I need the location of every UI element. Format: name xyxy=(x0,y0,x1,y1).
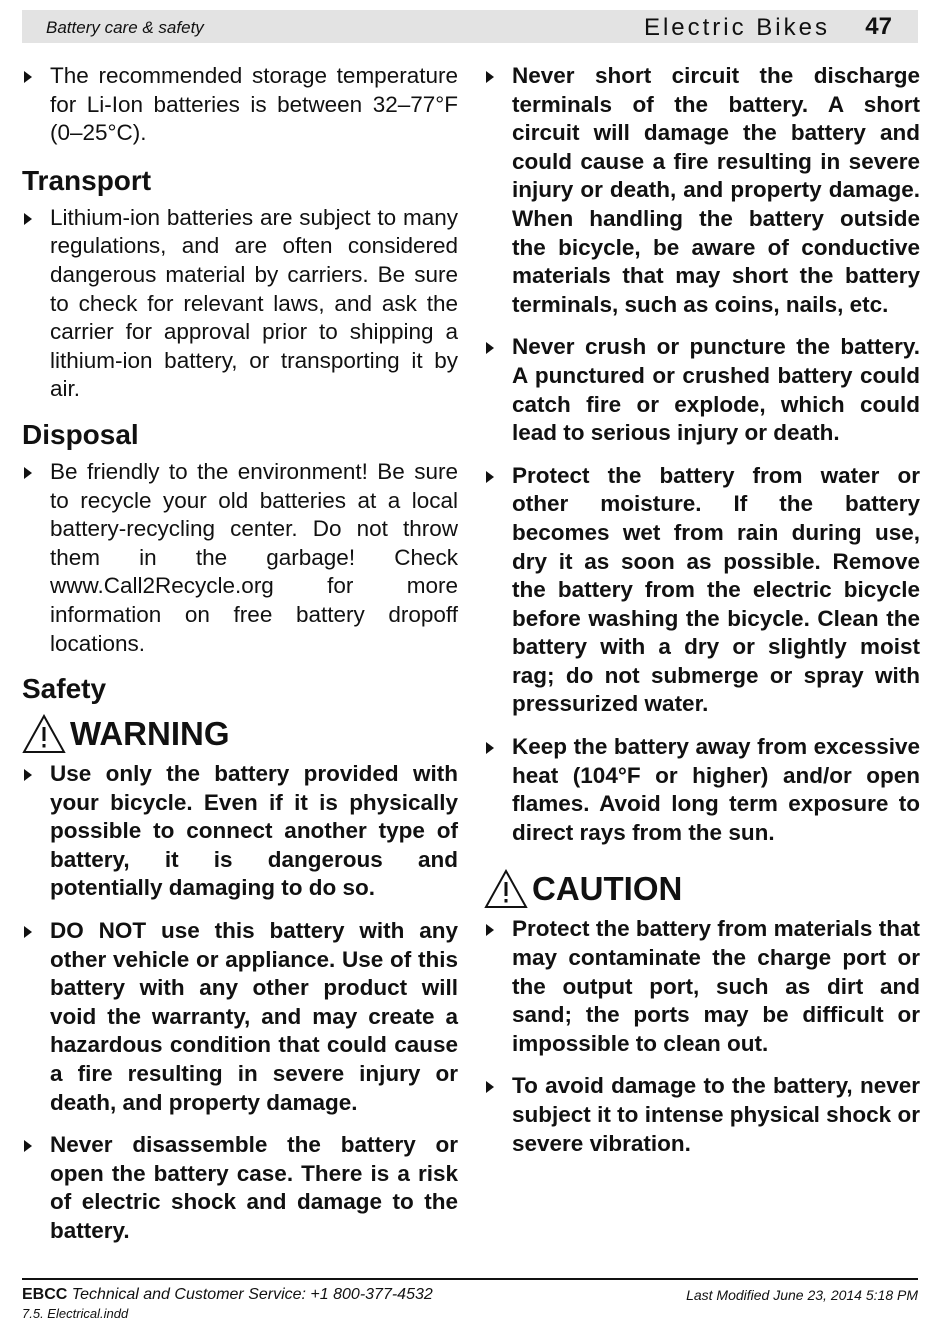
caution-header xyxy=(484,869,920,909)
triangle-right-icon xyxy=(486,742,494,754)
caution-text: To avoid damage to the battery, never subject it to intense physical shock or severe vibration. xyxy=(512,1073,920,1156)
page-header xyxy=(22,10,918,43)
footer-contact xyxy=(22,1286,433,1304)
triangle-right-icon xyxy=(486,924,494,936)
warning-triangle-icon xyxy=(22,714,66,754)
triangle-right-icon xyxy=(486,1081,494,1093)
transport-text: Lithium-ion batteries are subject to many regulations, and are often considered dangerous material by carriers. Be sure to check for relevant laws, and ask the carrier for approval prior to shipping a lithium-ion battery, or transporting it by air. xyxy=(50,204,458,402)
triangle-right-icon xyxy=(24,467,32,479)
left-column xyxy=(22,62,458,1246)
footer-contact-text: Technical and Customer Service: +1 800-377-4532 xyxy=(71,1286,433,1303)
triangle-right-icon xyxy=(24,71,32,83)
warning-bullet-item xyxy=(22,760,458,903)
warning-triangle-icon xyxy=(484,869,528,909)
warning-text: Never short circuit the discharge terminals of the battery. A short circuit will damage the battery and could cause a fire resulting in severe injury or death, and property damage. When handling the battery outside the bicycle, be aware of conductive materials that may short the battery terminals, such as coins, nails, etc. xyxy=(512,63,920,317)
triangle-right-icon xyxy=(24,926,32,938)
right-column xyxy=(484,62,920,1158)
caution-text: Protect the battery from materials that may contaminate the charge port or the output port, such as dirt and sand; the ports may be difficult or impossible to clean out. xyxy=(512,916,920,1056)
storage-bullet-item xyxy=(22,62,458,148)
storage-text: The recommended storage temperature for Li-Ion batteries is between 32–77°F (0–25°C). xyxy=(50,63,458,146)
warning-text: Use only the battery provided with your bicycle. Even if it is physically possible to connect another type of battery, it is dangerous and potentially damaging to do so. xyxy=(50,761,458,901)
triangle-right-icon xyxy=(24,769,32,781)
warning-header xyxy=(22,714,458,754)
transport-heading: Transport xyxy=(22,164,152,196)
caution-bullet-item xyxy=(484,1072,920,1158)
triangle-right-icon xyxy=(24,213,32,225)
triangle-right-icon xyxy=(24,1140,32,1152)
safety-heading: Safety xyxy=(22,673,107,705)
transport-bullet-item xyxy=(22,204,458,404)
warning-bullet-item xyxy=(484,333,920,447)
warning-bullet-item xyxy=(22,917,458,1117)
warning-bullet-item xyxy=(22,1131,458,1245)
triangle-right-icon xyxy=(486,342,494,354)
disposal-bullet-item xyxy=(22,458,458,658)
header-section-title: Battery care & safety xyxy=(46,18,204,37)
disposal-heading: Disposal xyxy=(22,418,139,450)
caution-bullet-item xyxy=(484,915,920,1058)
warning-text: Never crush or puncture the battery. A punctured or crushed battery could catch fire or explode, which could lead to serious injury or death. xyxy=(512,334,920,446)
footer-last-modified: Last Modified June 23, 2014 5:18 PM xyxy=(686,1287,918,1303)
warning-text: Keep the battery away from excessive heat (104°F or higher) and/or open flames. Avoid long term exposure to direct rays from the sun. xyxy=(512,734,920,845)
footer-file-name: 7.5. Electrical.indd xyxy=(22,1306,129,1321)
triangle-right-icon xyxy=(486,71,494,83)
page-number: 47 xyxy=(865,13,892,40)
footer-divider xyxy=(22,1278,918,1280)
warning-bullet-item xyxy=(484,462,920,719)
triangle-right-icon xyxy=(486,471,494,483)
warning-text: DO NOT use this battery with any other vehicle or appliance. Use of this battery with any other product will void the warranty, and may create a hazardous condition that could cause a fire resulting in severe injury or death, and property damage. xyxy=(50,918,458,1115)
warning-bullet-item xyxy=(484,62,920,319)
caution-label: CAUTION xyxy=(532,870,683,908)
warning-text: Never disassemble the battery or open the battery case. There is a risk of electric shock and damage to the battery. xyxy=(50,1132,458,1243)
warning-text: Protect the battery from water or other moisture. If the battery becomes wet from rain during use, dry it as soon as possible. Remove the battery from the electric bicycle before washing the bicycle. Clean the battery with a dry or slightly moist rag; do not submerge or spray with pressurized water. xyxy=(512,462,920,717)
warning-bullet-item xyxy=(484,733,920,847)
disposal-text: Be friendly to the environment! Be sure to recycle your old batteries at a local battery-recycling center. Do not throw them in the garbage! Check www.Call2Recycle.org for more information on free battery dropoff locations. xyxy=(50,458,458,656)
header-manual-title: Electric Bikes xyxy=(643,14,830,41)
warning-label: WARNING xyxy=(70,715,230,753)
footer-brand: EBCC xyxy=(22,1286,68,1303)
